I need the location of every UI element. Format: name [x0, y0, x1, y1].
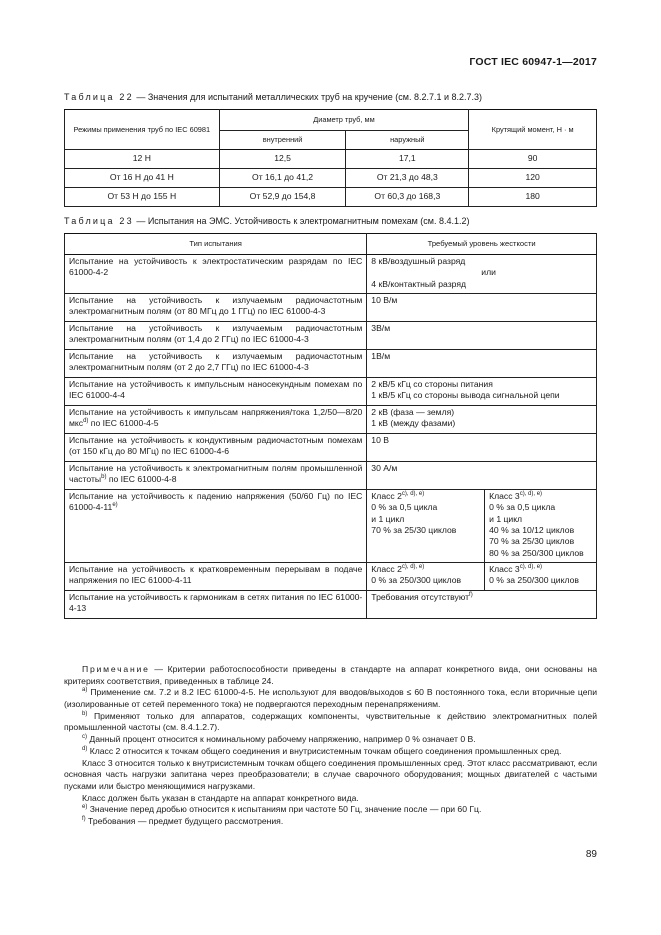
t22-torque: 120	[469, 169, 597, 188]
t22-outer: 17,1	[346, 150, 469, 169]
t23-level-line: 0 % за 0,5 цикла	[489, 502, 556, 513]
table-row	[65, 169, 597, 188]
t22-head-inner: внутренний	[219, 131, 346, 150]
footnote-text: Данный процент относится к номинальному рабочему напряжению, например 0 % означает 0 В.	[87, 734, 476, 745]
t23-text: Класс 2	[371, 564, 402, 574]
t23-level-rf2: 3В/м	[367, 322, 597, 350]
t23-text: Испытание на устойчивость к падению напряжения (50/60 Гц) по IEC 61000-4-11	[69, 491, 363, 513]
t23-text: Класс 3	[489, 564, 520, 574]
footnote-c	[64, 734, 597, 746]
footnote-class-note: Класс должен быть указан в стандарте на аппарат конкретного вида.	[82, 792, 359, 803]
t23-level-harmonics	[367, 591, 597, 619]
footnote-mark: b)	[82, 710, 88, 717]
table-row	[65, 188, 597, 207]
footnote-mark: a)	[82, 687, 88, 694]
t23-level-line	[489, 564, 592, 575]
footnote-ref: c), d), e)	[519, 491, 543, 498]
t23-text: Класс 2	[371, 491, 402, 501]
t23-level-rf1: 10 В/м	[367, 294, 597, 322]
t23-level-line: 0 % за 0,5 цикла	[371, 502, 438, 513]
t23-level-line: 4 кВ/контактный разряд	[371, 278, 467, 289]
footnote-mark: c)	[82, 734, 87, 741]
footnote-e	[64, 804, 597, 816]
t23-level-int-class2	[367, 563, 485, 591]
t23-level-line	[371, 564, 480, 575]
t23-level-line: 70 % за 25/30 циклов	[371, 525, 457, 536]
t22-inner: 12,5	[219, 150, 346, 169]
footnote-f	[64, 816, 597, 828]
t22-head-outer: наружный	[346, 131, 469, 150]
footnote-ref: c), d), e)	[401, 564, 425, 571]
table-row	[65, 255, 597, 294]
t22-head-mode: Режимы применения труб по IEC 60981	[65, 110, 220, 150]
table-22-label: Таблица 22	[64, 92, 134, 102]
table-row	[65, 490, 597, 563]
t23-text: по IEC 61000-4-8	[106, 474, 177, 485]
footnote-ref: c), d), e)	[519, 564, 543, 571]
table-22-title: — Значения для испытаний металлических труб на кручение (см. 8.2.7.1 и 8.2.7.3)	[133, 92, 483, 102]
footnote-mark: e)	[82, 804, 88, 811]
t23-level-line: 0 % за 250/300 циклов	[371, 575, 462, 586]
t23-level-line: 40 % за 10/12 циклов	[489, 525, 575, 536]
t23-level-line: 8 кВ/воздушный разряд	[371, 256, 466, 266]
page-number: 89	[585, 849, 597, 860]
t23-test-rf3: Испытание на устойчивость к излучаемым радиочастотным электромагнитным полям (от 2 до 2,7 ГГц) по IEC 61000-4-3	[65, 350, 367, 378]
t22-head-torque: Крутящий момент, Н · м	[469, 110, 597, 150]
t22-torque: 90	[469, 150, 597, 169]
footnote-mark: d)	[82, 745, 88, 752]
t23-level-line: или	[481, 267, 496, 278]
footnote-b	[64, 711, 597, 734]
t23-level-line: 80 % за 250/300 циклов	[489, 547, 584, 558]
t23-test-surge	[65, 406, 367, 434]
t23-head-level: Требуемый уровень жесткости	[367, 234, 597, 255]
note-label: Примечание	[82, 664, 150, 674]
footnote-text: Требования — предмет будущего рассмотрения.	[85, 815, 284, 826]
footnote-a	[64, 687, 597, 710]
table-23-title: — Испытания на ЭМС. Устойчивость к электромагнитным помехам (см. 8.4.1.2)	[133, 216, 470, 226]
footnote-ref: b)	[101, 474, 107, 481]
table-row	[65, 378, 597, 406]
t23-level-line: 70 % за 25/30 циклов	[489, 536, 575, 547]
table-notes	[64, 664, 597, 828]
t23-level-line: 0 % за 250/300 циклов	[489, 575, 579, 586]
t23-level-surge	[367, 406, 597, 434]
t22-head-diameter: Диаметр труб, мм	[219, 110, 469, 131]
table-23-caption	[64, 216, 470, 226]
note-text: — Критерии работоспособности приведены в стандарте на аппарат конкретного вида, они основаны на критериях соответствия, приведенных в таблице 24.	[64, 664, 597, 686]
t23-test-conducted: Испытание на устойчивость к кондуктивным радиочастотным помехам (от 150 кГц до 80 МГц) по IEC 61000-4-6	[65, 434, 367, 462]
table-row	[65, 591, 597, 619]
t23-text: Испытание на устойчивость к импульсам напряжения/тока 1,2/50—8/20 мкс	[69, 407, 363, 429]
table-row	[65, 406, 597, 434]
footnote-ref: e)	[112, 502, 118, 509]
t22-torque: 180	[469, 188, 597, 207]
t23-test-interruptions: Испытание на устойчивость к кратковременным перерывам в подаче напряжения по IEC 61000-4-11	[65, 563, 367, 591]
table-row	[65, 150, 597, 169]
table-row	[65, 434, 597, 462]
standard-designation: ГОСТ IEC 60947-1—2017	[469, 56, 597, 68]
t23-text: Испытание на устойчивость к электромагнитным полям промышленной частоты	[69, 463, 363, 485]
t22-outer: От 21,3 до 48,3	[346, 169, 469, 188]
t23-level-int-class3	[485, 563, 597, 591]
t23-test-eft: Испытание на устойчивость к импульсным наносекундным помехам по IEC 61000-4-4	[65, 378, 367, 406]
t23-level-eft	[367, 378, 597, 406]
table-row	[65, 294, 597, 322]
table-23	[64, 233, 597, 619]
t23-level-line: и 1 цикл	[489, 513, 523, 524]
t23-level-rf3: 1В/м	[367, 350, 597, 378]
t23-level-line: 2 кВ/5 кГц со стороны питания	[371, 379, 493, 389]
table-row	[65, 350, 597, 378]
table-row	[65, 563, 597, 591]
footnote-ref: f)	[469, 592, 473, 599]
t23-text: Класс 3	[489, 491, 520, 501]
footnote-text: Применение см. 7.2 и 8.2 IEC 61000-4-5. Не используют для вводов/выходов ≤ 60 В постоянного тока, если вторичные цепи (изолированные от сетей переменного тока) не подвергаются переходным перенапряжениям.	[64, 687, 597, 710]
footnote-text: Применяют только для аппаратов, содержащих компоненты, чувствительные к действию электромагнитных полей промышленной частоты (см. 8.4.1.2.7).	[64, 710, 597, 733]
table-23-label: Таблица 23	[64, 216, 134, 226]
t22-inner: От 52,9 до 154,8	[219, 188, 346, 207]
t23-text: Требования отсутствуют	[371, 592, 470, 602]
t23-test-magnetic	[65, 462, 367, 490]
footnote-d	[64, 746, 597, 758]
t23-level-dips-class2	[367, 490, 485, 563]
t23-test-harmonics: Испытание на устойчивость к гармоникам в сетях питания по IEC 61000-4-13	[65, 591, 367, 619]
table-22-caption	[64, 92, 482, 102]
t23-text: по IEC 61000-4-5	[88, 418, 159, 429]
footnote-text: Значение перед дробью относится к испытаниям при частоте 50 Гц, значение после — при 60 Гц.	[87, 804, 482, 815]
t23-level-esd	[367, 255, 597, 294]
table-22	[64, 109, 597, 207]
t23-level-magnetic: 30 А/м	[367, 462, 597, 490]
t23-level-line: 1 кВ/5 кГц со стороны вывода сигнальной цепи	[371, 390, 560, 401]
footnote-ref: d)	[83, 418, 89, 425]
footnote-ref: c), d), e)	[401, 491, 425, 498]
t23-test-dips	[65, 490, 367, 563]
t23-level-line: 1 кВ (между фазами)	[371, 418, 456, 429]
footnote-class3: Класс 3 относится только к внутрисистемным точкам общего соединения промышленных сред. Этот класс рассматривают, если основная часть нагрузки запитана через преобразователи; в случае сварочного оборудования; мощных двигателей с частыми пусками или быстро меняющимися нагрузками.	[64, 757, 597, 791]
t22-inner: От 16,1 до 41,2	[219, 169, 346, 188]
note-paragraph	[64, 664, 597, 687]
t23-test-esd: Испытание на устойчивость к электростатическим разрядам по IEC 61000-4-2	[65, 255, 367, 294]
table-row	[65, 462, 597, 490]
t23-level-line	[371, 491, 480, 502]
footnote-text: Класс 2 относится к точкам общего соединения и внутрисистемным точкам общего соединения промышленных сред.	[87, 745, 562, 756]
t22-mode: 12 Н	[65, 150, 220, 169]
t23-head-type: Тип испытания	[65, 234, 367, 255]
t23-level-dips-class3	[485, 490, 597, 563]
t23-test-rf1: Испытание на устойчивость к излучаемым радиочастотным электромагнитным полям (от 80 МГц до 1 ГГц) по IEC 61000-4-3	[65, 294, 367, 322]
t23-level-conducted: 10 В	[367, 434, 597, 462]
footnote-mark: f)	[82, 816, 86, 823]
t23-level-line: и 1 цикл	[371, 513, 405, 524]
t23-level-line	[489, 491, 592, 502]
table-row	[65, 322, 597, 350]
t22-mode: От 53 Н до 155 Н	[65, 188, 220, 207]
t23-test-rf2: Испытание на устойчивость к излучаемым радиочастотным электромагнитным полям (от 1,4 до 2 ГГц) по IEC 61000-4-3	[65, 322, 367, 350]
t23-level-line: 2 кВ (фаза — земля)	[371, 407, 455, 417]
t22-outer: От 60,3 до 168,3	[346, 188, 469, 207]
t22-mode: От 16 Н до 41 Н	[65, 169, 220, 188]
